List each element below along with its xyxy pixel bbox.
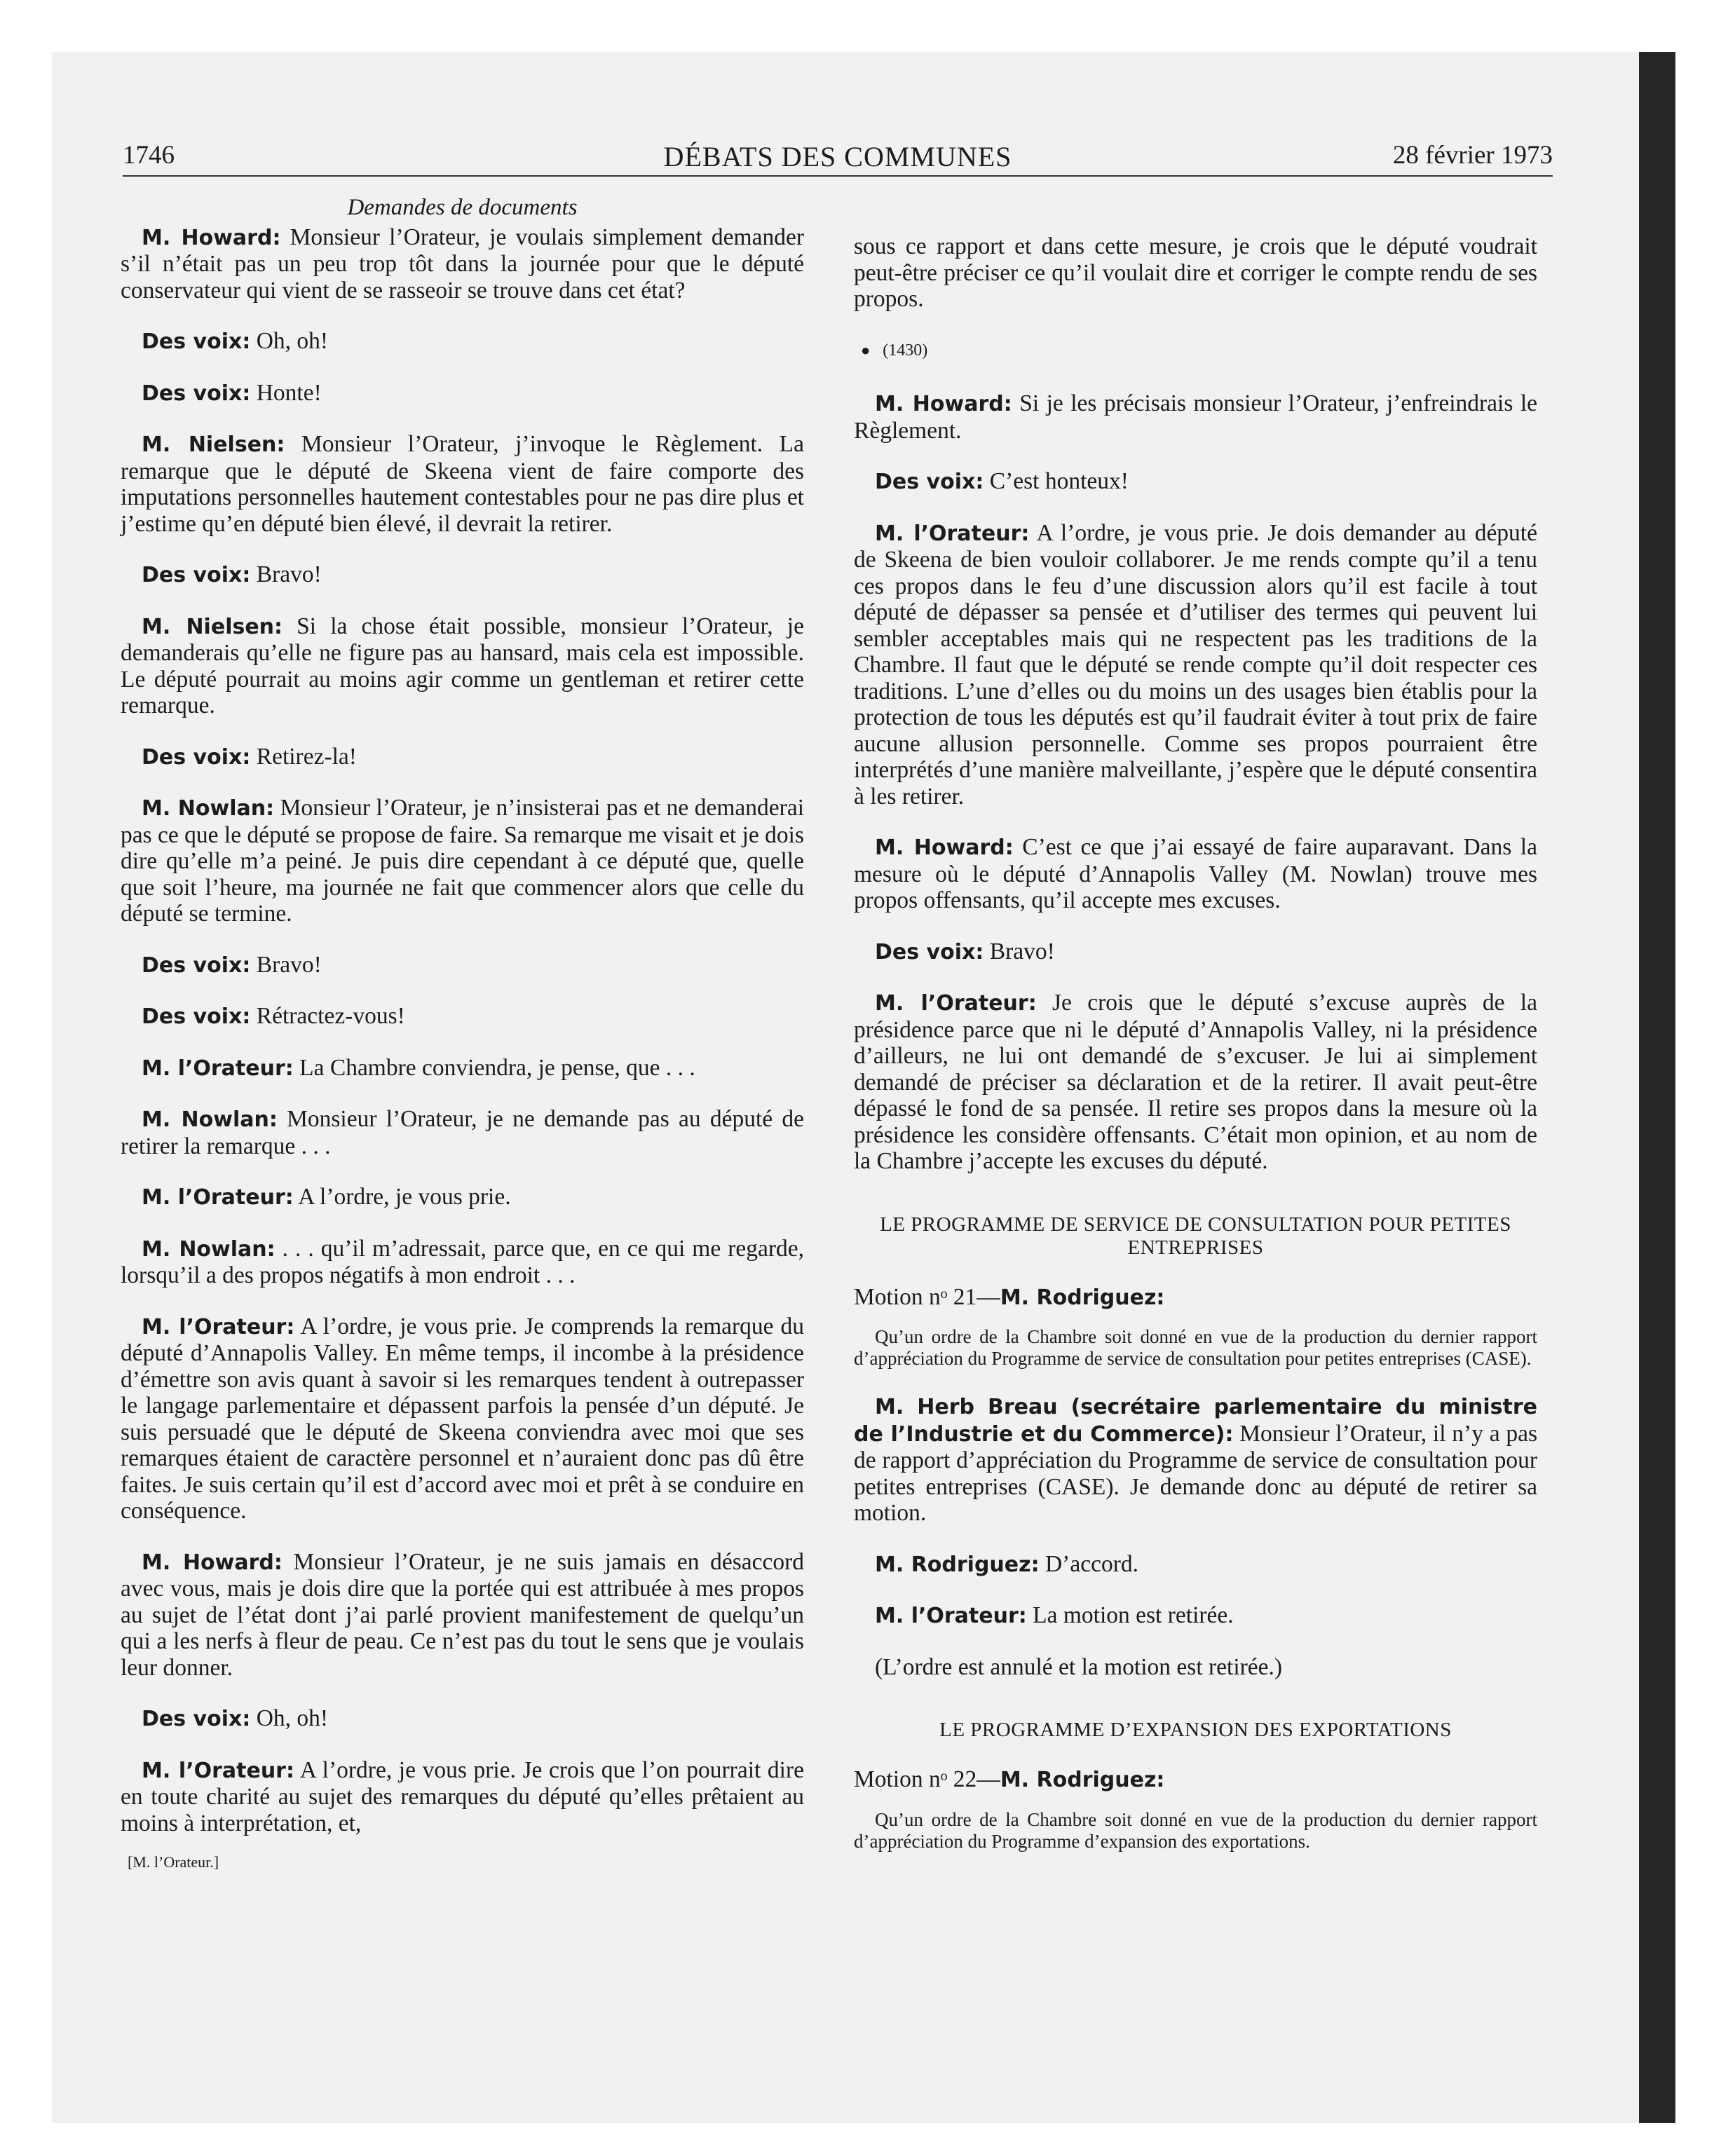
section-heading: LE PROGRAMME D’EXPANSION DES EXPORTATIONS <box>939 1719 1452 1741</box>
speech-text: A l’ordre, je vous prie. <box>293 1184 511 1210</box>
left-column <box>121 195 804 1876</box>
paragraph <box>121 1236 804 1289</box>
speaker: M. l’Orateur: <box>142 1056 294 1081</box>
speaker: M. Herb Breau (secrétaire parlementaire du ministre de l’Industrie et du Commerce): <box>854 1395 1537 1447</box>
speaker: M. l’Orateur: <box>875 1604 1027 1628</box>
speaker: M. Nowlan: <box>142 796 275 821</box>
paragraph <box>854 1602 1537 1630</box>
speaker: M. Howard: <box>142 1550 283 1575</box>
bullet-icon: ● <box>861 341 871 359</box>
speech-text: . . . qu’il m’adressait, parce que, en ce qui me regarde, lorsqu’il a des propos négatifs à mon endroit . . . <box>121 1235 804 1288</box>
paragraph <box>121 561 804 589</box>
speaker: M. Nielsen: <box>142 432 285 457</box>
speech-text: Monsieur l’Orateur, je voulais simplement demander s’il n’était pas un peu trop tôt dans la journée pour que le député conservateur qui vient de se rasseoir se trouve dans cet état? <box>121 224 804 303</box>
motion-number: Motion nᵒ 21— <box>854 1283 1000 1310</box>
speech-text: Honte! <box>250 379 322 406</box>
speaker: Des voix: <box>142 563 251 587</box>
speaker: M. l’Orateur: <box>142 1314 295 1339</box>
speech-text: Bravo! <box>250 951 322 978</box>
paragraph <box>121 328 804 355</box>
paragraph <box>121 1314 804 1524</box>
speech-text: Rétractez-vous! <box>250 1003 405 1029</box>
speech-text: Bravo! <box>984 938 1055 964</box>
speaker: M. Howard: <box>142 225 281 250</box>
time-marker <box>861 337 1537 364</box>
speaker: Des voix: <box>142 953 251 978</box>
paragraph <box>121 1757 804 1837</box>
speaker: Des voix: <box>142 329 251 354</box>
motion-line <box>854 1284 1537 1311</box>
speaker: Des voix: <box>142 1707 251 1731</box>
section-title: Demandes de documents <box>347 195 578 220</box>
speaker: M. Nowlan: <box>142 1107 278 1132</box>
speech-text: A l’ordre, je vous prie. Je dois demander au député de Skeena de bien vouloir collaborer. Je me rends compte qu’il a tenu ces propos dans le feu d’une discussion alors qu’il est facile à tout député de dépasser sa pensée et d’utiliser des termes qui peuvent lui sembler acceptables mais qui ne respectent pas les traditions de la Chambre. Il faut que le député se rende compte qu’il doit respecter ces traditions. L’une d’elles ou du moins un des usages bien établis pour la protection de tous les députés est qu’il faudrait éviter à tout prix de faire aucune allusion personnelle. Comme ses propos pourraient être interprétés d’une manière malveillante, j’espère que le député consentira à les retirer. <box>854 519 1537 810</box>
paragraph: sous ce rapport et dans cette mesure, je crois que le député voudrait peut-être préciser ce qu’il voulait dire et corriger le compte rendu de ses propos. <box>854 233 1537 312</box>
speech-text: Bravo! <box>250 561 322 587</box>
speech-text: C’est ce que j’ai essayé de faire auparavant. Dans la mesure où le député d’Annapolis Valley (M. Nowlan) trouve mes propos offensants, qu’il accepte mes excuses. <box>854 834 1537 913</box>
section-heading: LE PROGRAMME DE SERVICE DE CONSULTATION POUR PETITES ENTREPRISES <box>880 1213 1511 1259</box>
speaker: Des voix: <box>142 381 251 406</box>
speaker: M. Nowlan: <box>142 1236 275 1262</box>
speech-text: Je crois que le député s’excuse auprès de la présidence parce que ni le député d’Annapolis Valley, ni la présidence d’ailleurs, ne lui ont demandé de s’excuser. Je lui ai simplement demandé de préciser sa déclaration et de la retirer. Il avait peut-être dépassé le fond de sa pensée. Il retire ses propos dans la mesure où la présidence les considère offensants. C’était mon opinion, et au nom de la Chambre j’accepte les excuses du député. <box>854 990 1537 1174</box>
speaker: M. l’Orateur: <box>875 991 1037 1016</box>
speaker: Des voix: <box>142 744 251 770</box>
paragraph <box>121 1184 804 1211</box>
speech-text: La motion est retirée. <box>1026 1602 1234 1628</box>
speaker: M. Howard: <box>875 392 1012 416</box>
speech-text: La Chambre conviendra, je pense, que . . . <box>293 1054 695 1081</box>
right-column <box>854 233 1537 1876</box>
speaker: M. Howard: <box>875 835 1014 860</box>
paragraph <box>854 1393 1537 1527</box>
publication-title: DÉBATS DES COMMUNES <box>663 141 1012 172</box>
speaker: M. l’Orateur: <box>142 1758 294 1783</box>
speech-text: C’est honteux! <box>984 468 1129 494</box>
speech-text: A l’ordre, je vous prie. Je comprends la remarque du député d’Annapolis Valley. En même temps, il incombe à la présidence d’émettre son avis quant à savoir si les remarques tendent à outrepasser le langage parlementaire et dépassent parfois la pensée d’un député. Je suis persuadé que le député de Skeena conviendra avec moi que ses remarques étaient de caractère personnel et n’auraient donc pas dû être faites. Je suis certain qu’il est d’accord avec moi et prêt à se conduire en conséquence. <box>121 1313 804 1524</box>
speaker: M. Rodriguez: <box>1000 1768 1165 1792</box>
speaker: M. l’Orateur: <box>875 521 1030 546</box>
motion-text: Qu’un ordre de la Chambre soit donné en vue de la production du dernier rapport d’appréciation du Programme d’expansion des exportations. <box>854 1808 1537 1852</box>
speech-text: D’accord. <box>1039 1550 1138 1577</box>
speaker: Des voix: <box>875 470 984 494</box>
speech-text: Oh, oh! <box>250 328 329 354</box>
speech-text: Monsieur l’Orateur, j’invoque le Règlement. La remarque que le député de Skeena vient de faire comporte des imputations personnelles hautement contestables pour ne pas dire plus et j’estime qu’en député bien élevé, il devrait la retirer. <box>121 431 804 537</box>
speaker: M. Nielsen: <box>142 614 283 639</box>
speech-text: Si la chose était possible, monsieur l’Orateur, je demanderais qu’elle ne figure pas au hansard, mais cela est impossible. Le député pourrait au moins agir comme un gentleman et retirer cette remarque. <box>121 613 804 718</box>
paragraph <box>854 390 1537 444</box>
speech-text: Oh, oh! <box>250 1705 329 1731</box>
motion-line <box>854 1766 1537 1794</box>
paragraph <box>121 1003 804 1030</box>
speech-text: Monsieur l’Orateur, il n’y a pas de rapport d’appréciation du Programme de service de consultation pour petites entreprises (CASE). Je demande donc au député de retirer sa motion. <box>854 1420 1537 1526</box>
speech-text: Monsieur l’Orateur, je ne suis jamais en désaccord avec vous, mais je dois dire que la portée qui est attribuée à mes propos au sujet de l’état dont j’ai parlé provient manifestement de quelqu’un qui a les nerfs à fleur de peau. Ce n’est pas du tout le sens que je voulais leur donner. <box>121 1548 804 1681</box>
procedural-note: (L’ordre est annulé et la motion est retirée.) <box>875 1653 1283 1680</box>
speaker: Des voix: <box>142 1004 251 1029</box>
paragraph <box>121 795 804 927</box>
continuation-note: [M. l’Orateur.] <box>128 1853 219 1871</box>
paragraph <box>854 939 1537 966</box>
speech-text: Monsieur l’Orateur, je n’insisterai pas et ne demanderai pas ce que le député se propose de faire. Sa remarque me visait et je dois dire qu’elle m’a peiné. Je puis dire cependant à ce député que, quelle que soit l’heure, ma journée ne fait que commencer alors que celle du député se termine. <box>121 795 804 927</box>
publication-date: 28 février 1973 <box>1392 141 1553 170</box>
paragraph <box>121 1055 804 1082</box>
time-marker-text: (1430) <box>883 341 928 360</box>
speaker: M. Rodriguez: <box>1000 1285 1165 1310</box>
speech-text: Monsieur l’Orateur, je ne demande pas au député de retirer la remarque . . . <box>121 1106 804 1159</box>
speaker: Des voix: <box>875 939 984 964</box>
speaker: M. Rodriguez: <box>875 1552 1040 1577</box>
paragraph <box>854 834 1537 914</box>
paragraph <box>121 380 804 407</box>
paragraph <box>121 952 804 979</box>
speaker: M. l’Orateur: <box>142 1185 294 1210</box>
paragraph <box>121 224 804 304</box>
speech-text: A l’ordre, je vous prie. Je crois que l’on pourrait dire en toute charité au sujet des remarques du député qu’elles prêtaient au moins à interprétation, et, <box>121 1756 804 1836</box>
paragraph <box>121 1705 804 1733</box>
binding-edge <box>1639 52 1675 2123</box>
paragraph <box>854 990 1537 1175</box>
paragraph <box>854 520 1537 810</box>
speech-text: Si je les précisais monsieur l’Orateur, j’enfreindrais le Règlement. <box>854 390 1538 444</box>
page-number: 1746 <box>123 141 175 170</box>
paragraph <box>854 1551 1537 1578</box>
paragraph <box>121 613 804 719</box>
paragraph <box>854 468 1537 496</box>
paragraph <box>121 1549 804 1681</box>
paragraph <box>121 744 804 771</box>
paragraph <box>121 431 804 537</box>
paragraph <box>121 1106 804 1159</box>
motion-number: Motion nᵒ 22— <box>854 1766 1000 1792</box>
speech-text: Retirez-la! <box>250 743 357 770</box>
page-header <box>123 140 1553 177</box>
motion-text: Qu’un ordre de la Chambre soit donné en vue de la production du dernier rapport d’appréciation du Programme de service de consultation pour petites entreprises (CASE). <box>854 1326 1537 1369</box>
